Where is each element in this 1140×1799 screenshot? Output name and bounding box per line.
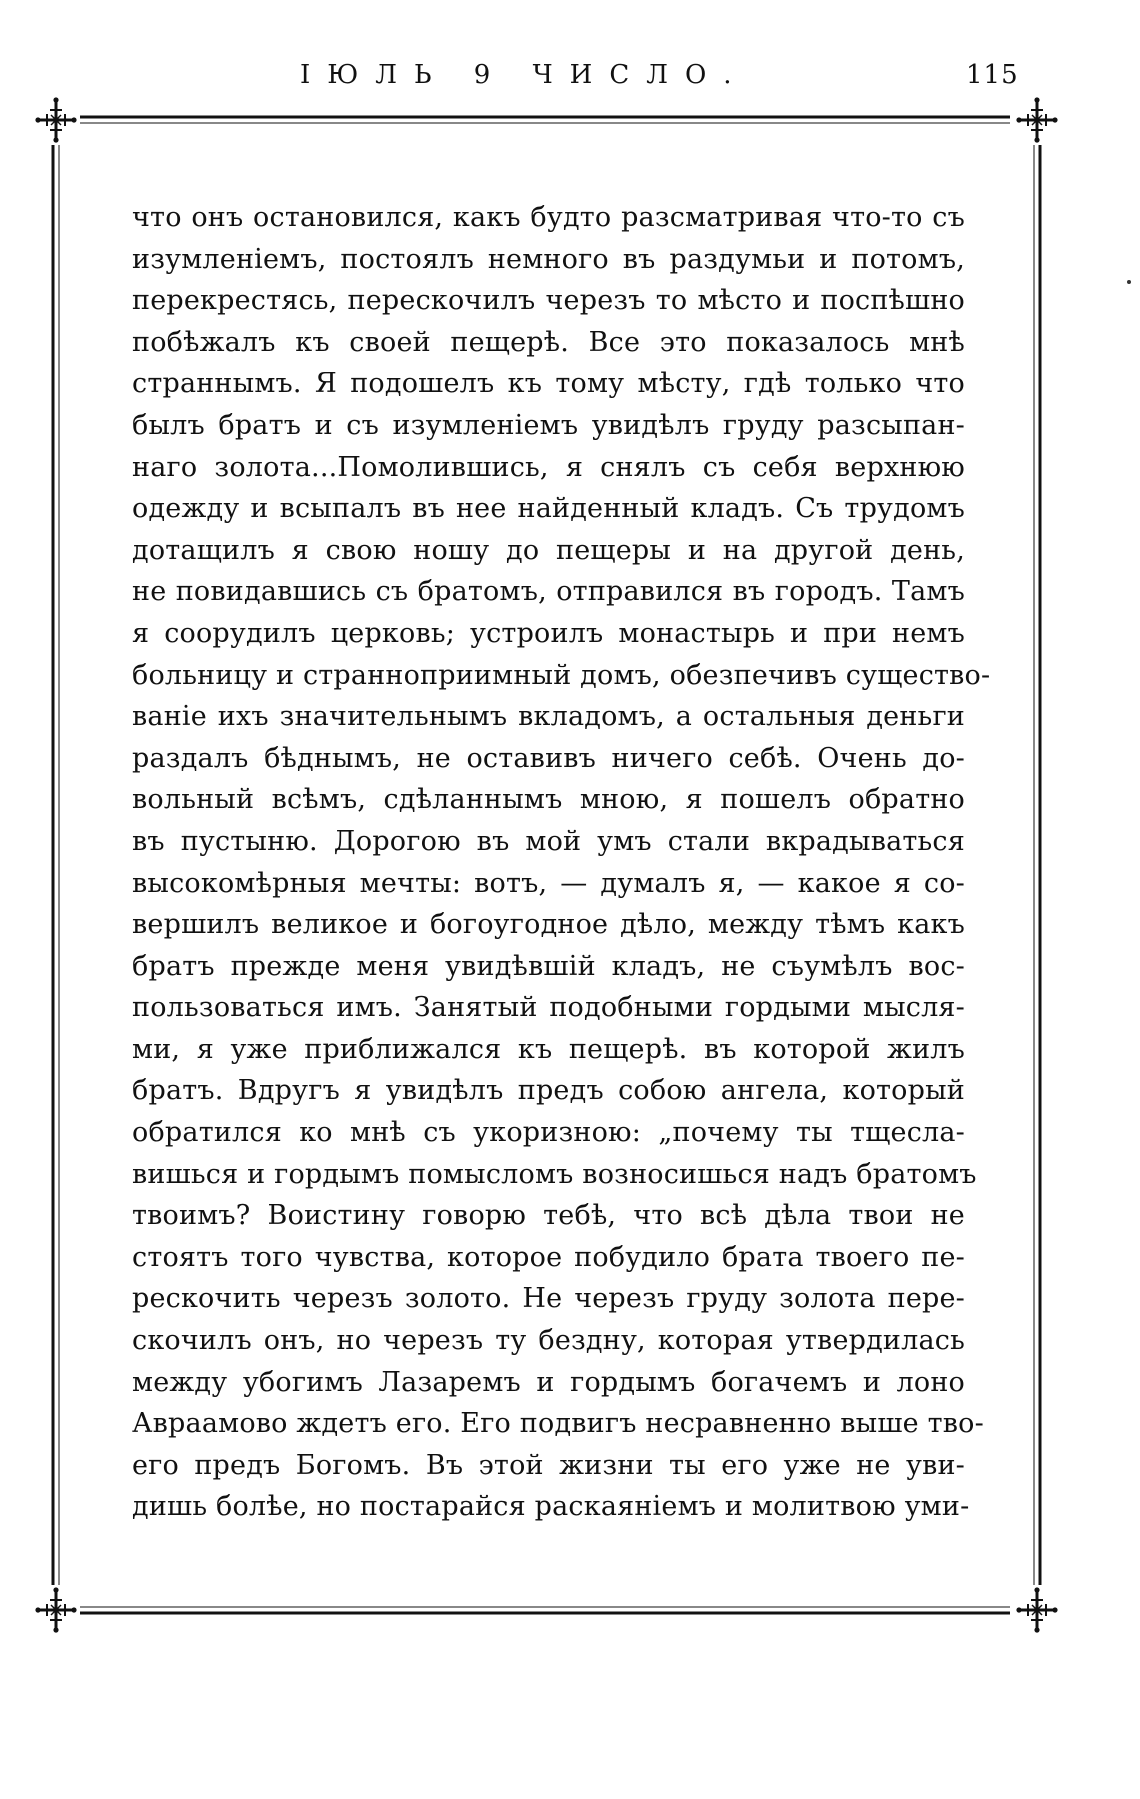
print-speck (1127, 280, 1131, 284)
text-line: больницу и странноприимный домъ, обезпечивъ существо- (132, 659, 991, 691)
text-line: твоимъ? Воистину говорю тебѣ, что всѣ дѣла твои не (132, 1200, 965, 1232)
text-line: наго золота...Помолившись, я снялъ съ себя верхнюю (132, 451, 965, 483)
text-line: дишь болѣе, но постарайся раскаяніемъ и молитвою уми- (132, 1491, 970, 1523)
text-line: стоятъ того чувства, которое побудило брата твоего пе- (132, 1241, 965, 1273)
text-line: перекрестясь, перескочилъ черезъ то мѣсто и поспѣшно (132, 285, 965, 317)
cross-flourish-icon (1016, 1587, 1057, 1632)
text-line: Авраамово ждетъ его. Его подвигъ несравненно выше тво- (132, 1408, 984, 1440)
cross-flourish-icon (35, 97, 76, 142)
page-number: 115 (966, 60, 1019, 90)
text-line: обратился ко мнѣ съ укоризною: „почему ты тщесла- (132, 1117, 965, 1149)
page-header-title: ІЮЛЬ 9 ЧИСЛО. (300, 60, 749, 90)
text-line: изумленіемъ, постоялъ немного въ раздумьи и потомъ, (132, 243, 965, 275)
text-line: вишься и гордымъ помысломъ возносишься надъ братомъ (132, 1158, 977, 1190)
text-line: вольный всѣмъ, сдѣланнымъ мною, я пошелъ обратно (132, 784, 965, 816)
text-line: побѣжалъ къ своей пещерѣ. Все это показалось мнѣ (132, 326, 965, 358)
text-line: братъ. Вдругъ я увидѣлъ предъ собою ангела, который (132, 1075, 965, 1107)
text-line: вершилъ великое и богоугодное дѣло, между тѣмъ какъ (132, 909, 965, 941)
text-line: въ пустыню. Дорогою въ мой умъ стали вкрадываться (132, 825, 965, 857)
text-line: раздалъ бѣднымъ, не оставивъ ничего себѣ. Очень до- (132, 742, 965, 774)
text-line: ваніе ихъ значительнымъ вкладомъ, а остальныя деньги (132, 701, 965, 733)
text-line: я соорудилъ церковь; устроилъ монастырь и при немъ (132, 617, 965, 649)
text-line: скочилъ онъ, но черезъ ту бездну, которая утвердилась (132, 1325, 965, 1357)
text-line: рескочить черезъ золото. Не черезъ груду золота пере- (132, 1283, 965, 1315)
text-line: пользоваться имъ. Занятый подобными гордыми мысля- (132, 992, 965, 1024)
text-line: дотащилъ я свою ношу до пещеры и на другой день, (132, 534, 965, 566)
text-line: между убогимъ Лазаремъ и гордымъ богачемъ и лоно (132, 1366, 965, 1398)
text-line: его предъ Богомъ. Въ этой жизни ты его уже не уви- (132, 1449, 965, 1481)
body-text (132, 197, 991, 1528)
text-line: ми, я уже приближался къ пещерѣ. въ которой жилъ (132, 1033, 965, 1065)
text-line: братъ прежде меня увидѣвшій кладъ, не съумѣлъ вос- (132, 950, 965, 982)
text-line: не повидавшись съ братомъ, отправился въ городъ. Тамъ (132, 576, 965, 608)
text-line: одежду и всыпалъ въ нее найденный кладъ. Съ трудомъ (132, 493, 965, 525)
cross-flourish-icon (35, 1587, 76, 1632)
text-line: былъ братъ и съ изумленіемъ увидѣлъ груду разсыпан- (132, 409, 965, 441)
text-line: высокомѣрныя мечты: вотъ, — думалъ я, — какое я со- (132, 867, 965, 899)
text-line: что онъ остановился, какъ будто разсматривая что-то съ (132, 202, 965, 233)
cross-flourish-icon (1016, 97, 1057, 142)
text-line: страннымъ. Я подошелъ къ тому мѣсту, гдѣ только что (132, 368, 965, 400)
